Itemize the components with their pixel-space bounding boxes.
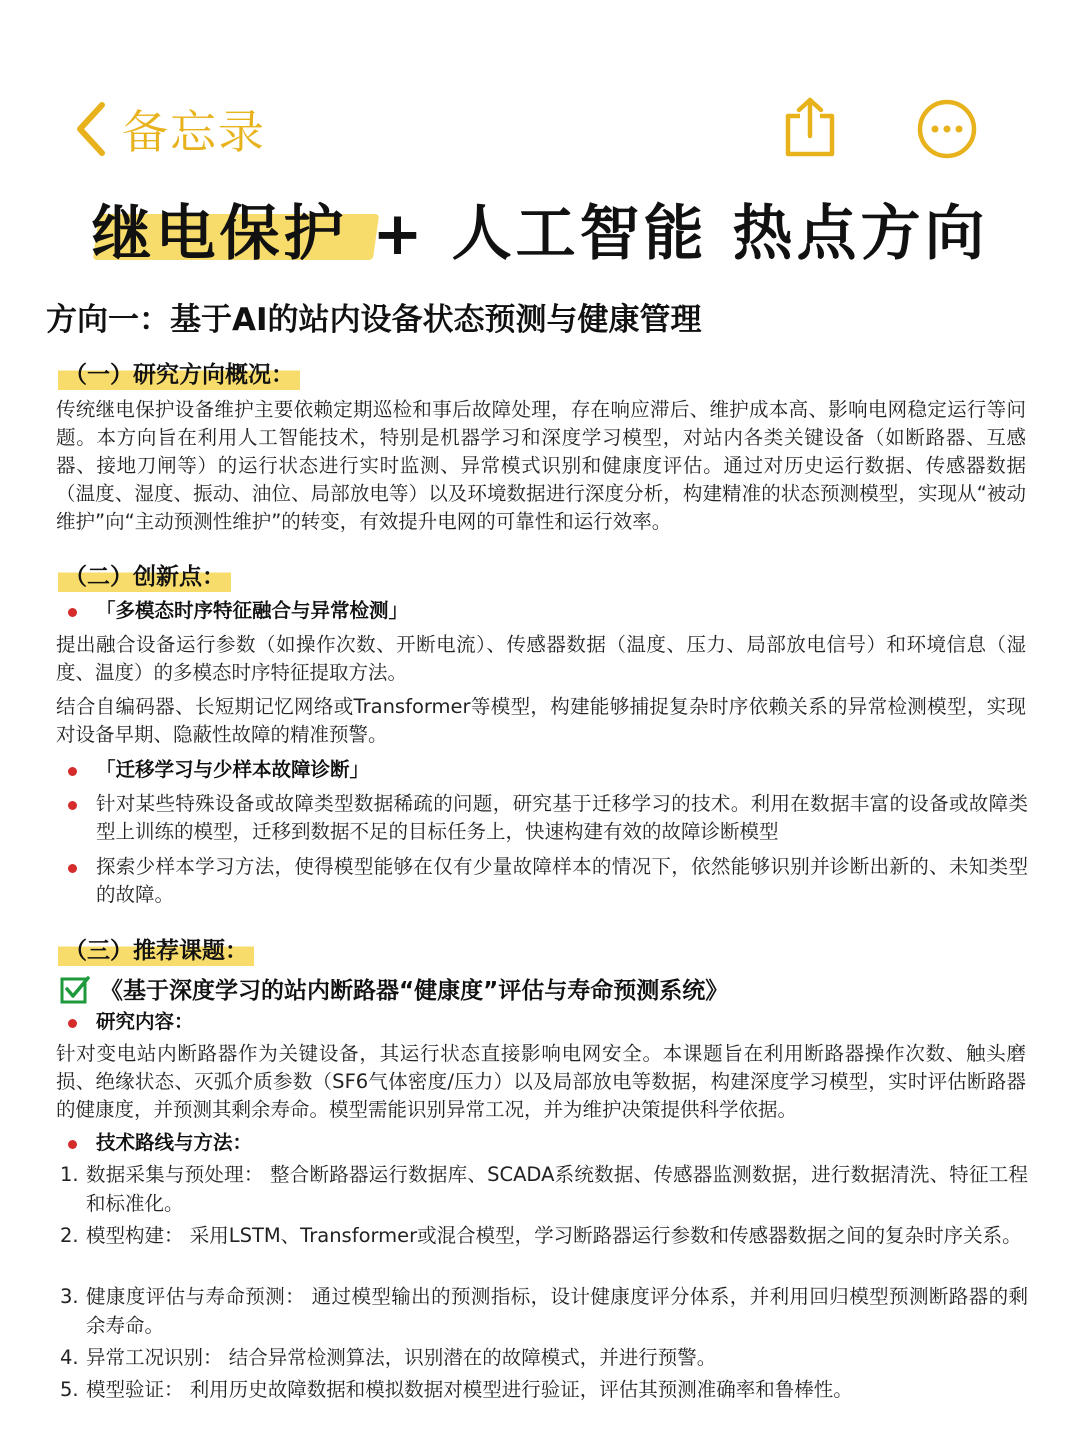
step-number: 3. <box>60 1285 79 1308</box>
bullet-icon <box>68 1019 77 1028</box>
step-text: 健康度评估与寿命预测： 通过模型输出的预测指标，设计健康度评分体系，并利用回归模型预测断路器的剩余寿命。 <box>86 1285 1028 1337</box>
step-text: 数据采集与预处理： 整合断路器运行数据库、SCADA系统数据、传感器监测数据，进行数据清洗、特征工程和标准化。 <box>86 1163 1028 1215</box>
innovation-title-1: 「多模态时序特征融合与异常检测」 <box>96 599 409 622</box>
recommended-topic <box>60 972 728 1005</box>
page-title: 继电保护 + 人工智能 热点方向 <box>91 199 989 269</box>
list-item <box>62 756 1028 784</box>
step-item <box>60 1282 1028 1340</box>
list-item <box>62 597 1028 625</box>
list-item <box>62 1008 1028 1036</box>
method-label: 技术路线与方法： <box>96 1131 253 1154</box>
step-text: 模型构建： 采用LSTM、Transformer或混合模型，学习断路器运行参数和传感器数据之间的复杂时序关系。 <box>86 1224 1022 1247</box>
direction-heading: 方向一：基于AI的站内设备状态预测与健康管理 <box>46 302 702 338</box>
overview-paragraph: 传统继电保护设备维护主要依赖定期巡检和事后故障处理，存在响应滞后、维护成本高、影响电网稳定运行等问题。本方向旨在利用人工智能技术，特别是机器学习和深度学习模型，对站内各类关键设备（如断路器、互感器、接地刀闸等）的运行状态进行实时监测、异常模式识别和健康度评估。通过对历史运行数据、传感器数据（温度、湿度、振动、油位、局部放电等）以及环境数据进行深度分析，构建精准的状态预测模型，实现从“被动维护”向“主动预测性维护”的转变，有效提升电网的可靠性和运行效率。 <box>56 398 1026 533</box>
list-item <box>62 853 1028 909</box>
bullet-text: 针对某些特殊设备或故障类型数据稀疏的问题，研究基于迁移学习的技术。利用在数据丰富的设备或故障类型上训练的模型，迁移到数据不足的目标任务上，快速构建有效的故障诊断模型 <box>96 792 1028 843</box>
bullet-icon <box>68 767 77 776</box>
step-text: 模型验证： 利用历史故障数据和模拟数据对模型进行验证，评估其预测准确率和鲁棒性。 <box>86 1378 853 1401</box>
section-heading-topic <box>58 932 254 965</box>
title-area <box>0 186 1080 272</box>
back-button[interactable] <box>72 96 266 162</box>
checkbox-checked-icon[interactable] <box>60 974 90 1004</box>
content-label: 研究内容： <box>96 1010 194 1033</box>
list-item <box>62 790 1028 846</box>
share-icon[interactable] <box>782 96 838 158</box>
step-number: 4. <box>60 1346 79 1369</box>
step-item <box>60 1221 1028 1250</box>
section-heading-overview <box>58 356 300 389</box>
innovation-paragraph: 提出融合设备运行参数（如操作次数、开断电流）、传感器数据（温度、压力、局部放电信号）和环境信息（湿度、温度）的多模态时序特征提取方法。 <box>56 633 1026 684</box>
list-item <box>62 1129 1028 1157</box>
bullet-icon <box>68 608 77 617</box>
section-heading-text: （二）创新点： <box>58 562 231 592</box>
bullet-icon <box>68 1140 77 1149</box>
section-heading-text: （一）研究方向概况： <box>58 360 300 390</box>
topic-title: 《基于深度学习的站内断路器“健康度”评估与寿命预测系统》 <box>100 978 729 1004</box>
content-paragraph: 针对变电站内断路器作为关键设备，其运行状态直接影响电网安全。本课题旨在利用断路器操作次数、触头磨损、绝缘状态、灭弧介质参数（SF6气体密度/压力）以及局部放电等数据，构建深度学习模型，实时评估断路器的健康度，并预测其剩余寿命。模型需能识别异常工况，并为维护决策提供科学依据。 <box>56 1042 1026 1121</box>
bullet-icon <box>68 864 77 873</box>
step-number: 1. <box>60 1163 79 1186</box>
bullet-icon <box>68 801 77 810</box>
back-label: 备忘录 <box>122 105 266 159</box>
step-item <box>60 1160 1028 1218</box>
step-text: 异常工况识别： 结合异常检测算法，识别潜在的故障模式，并进行预警。 <box>86 1346 717 1369</box>
section-heading-text: （三）推荐课题： <box>58 936 254 966</box>
section-heading-innovation <box>58 558 231 591</box>
top-nav <box>0 92 1080 172</box>
more-options-icon[interactable] <box>916 98 978 160</box>
step-item <box>60 1343 1028 1372</box>
bullet-text: 探索少样本学习方法，使得模型能够在仅有少量故障样本的情况下，依然能够识别并诊断出新的、未知类型的故障。 <box>96 855 1028 906</box>
step-number: 5. <box>60 1378 79 1401</box>
innovation-title-2: 「迁移学习与少样本故障诊断」 <box>96 758 370 781</box>
innovation-paragraph: 结合自编码器、长短期记忆网络或Transformer等模型，构建能够捕捉复杂时序依赖关系的异常检测模型，实现对设备早期、隐蔽性故障的精准预警。 <box>56 695 1026 746</box>
step-number: 2. <box>60 1224 79 1247</box>
chevron-left-icon <box>72 99 112 159</box>
step-item <box>60 1375 1028 1404</box>
